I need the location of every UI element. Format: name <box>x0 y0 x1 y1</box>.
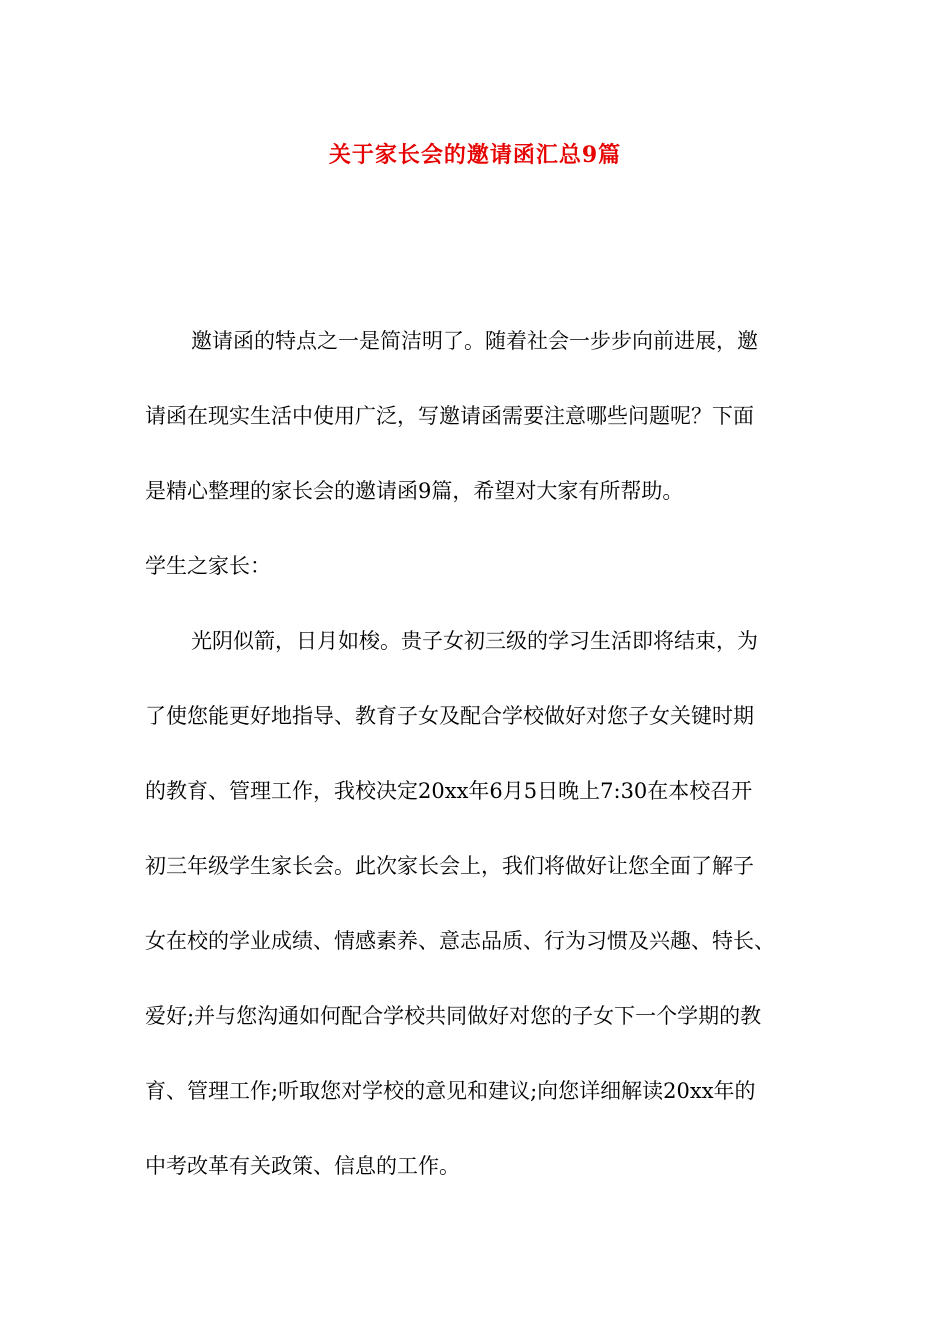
paragraph-line: 中考改革有关政策、信息的工作。 <box>145 1154 460 1178</box>
paragraph-line: 初三年级学生家长会。此次家长会上，我们将做好让您全面了解子 <box>145 854 754 878</box>
paragraph-line: 了使您能更好地指导、教育子女及配合学校做好对您子女关键时期 <box>145 704 754 728</box>
paragraph-line: 的教育、管理工作，我校决定20xx年6月5日晚上7:30在本校召开 <box>145 779 753 803</box>
document-title: 关于家长会的邀请函汇总9篇 <box>328 142 622 168</box>
paragraph-line: 光阴似箭，日月如梭。贵子女初三级的学习生活即将结束，为 <box>191 629 758 653</box>
salutation: 学生之家长： <box>145 554 271 578</box>
paragraph-line: 爱好;并与您沟通如何配合学校共同做好对您的子女下一个学期的教 <box>145 1004 762 1028</box>
paragraph-line: 邀请函的特点之一是简洁明了。随着社会一步步向前进展，邀 <box>191 329 758 353</box>
paragraph-line: 是精心整理的家长会的邀请函9篇，希望对大家有所帮助。 <box>145 479 684 503</box>
paragraph-line: 女在校的学业成绩、情感素养、意志品质、行为习惯及兴趣、特长、 <box>145 929 775 953</box>
paragraph-line: 请函在现实生活中使用广泛，写邀请函需要注意哪些问题呢？下面 <box>145 404 754 428</box>
paragraph-line: 育、管理工作;听取您对学校的意见和建议;向您详细解读20xx年的 <box>145 1079 756 1103</box>
